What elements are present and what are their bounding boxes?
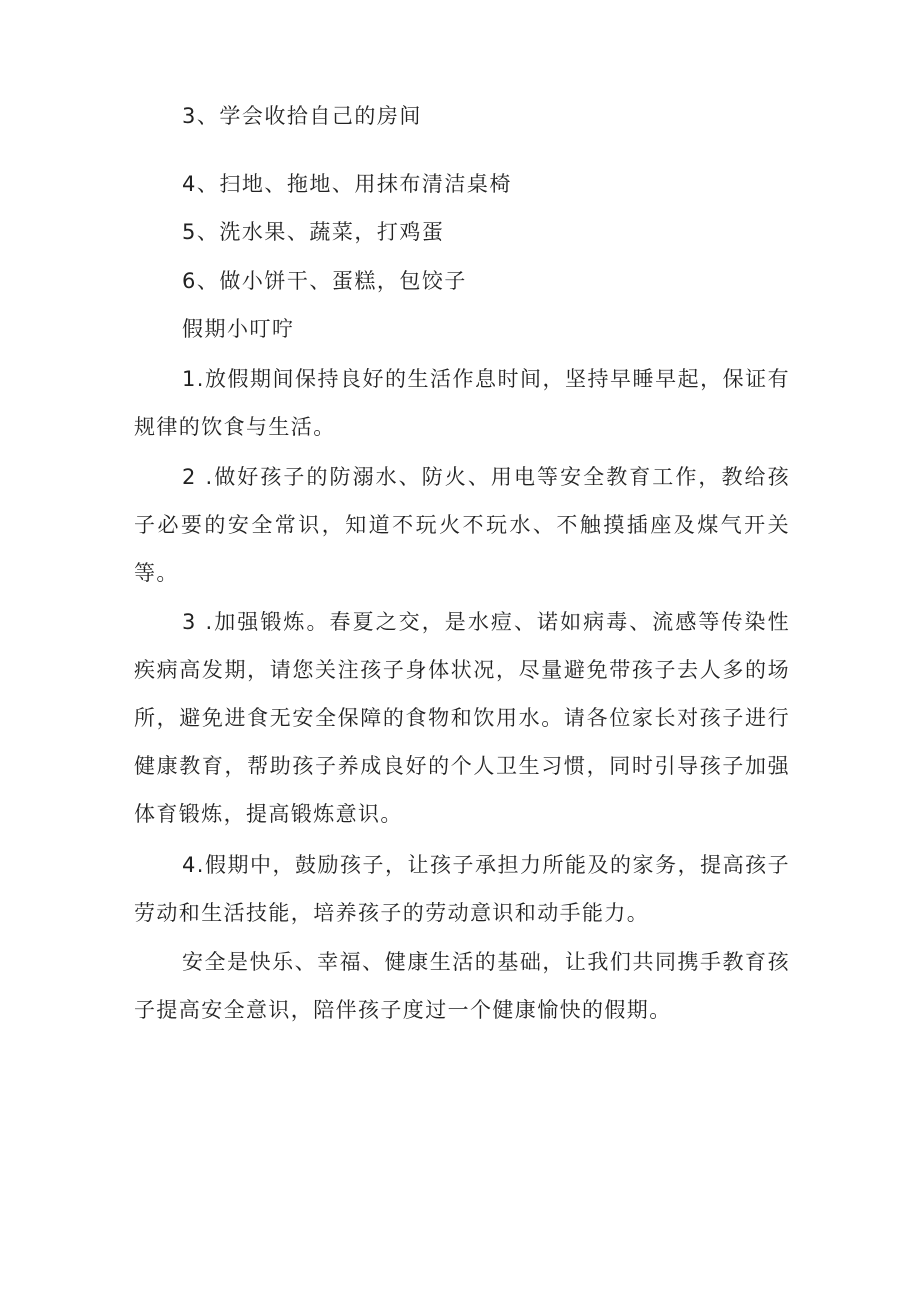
closing-paragraph: 安全是快乐、幸福、健康生活的基础，让我们共同携手教育孩子提高安全意识，陪伴孩子度过一个健康愉快的假期。 [134,950,790,1022]
reminder-paragraph: 1.放假期间保持良好的生活作息时间，坚持早睡早起，保证有规律的饮食与生活。 [134,367,790,439]
activity-item: 3、学会收拾自己的房间 [182,104,422,128]
activity-item: 4、扫地、拖地、用抹布清洁桌椅 [182,172,512,196]
activity-item: 5、洗水果、蔬菜，打鸡蛋 [182,220,445,244]
activity-item: 6、做小饼干、蛋糕，包饺子 [182,269,467,293]
reminder-paragraph: 4.假期中，鼓励孩子，让孩子承担力所能及的家务，提高孩子劳动和生活技能，培养孩子的劳动意识和动手能力。 [134,853,790,925]
reminder-paragraph: 2 .做好孩子的防溺水、防火、用电等安全教育工作，教给孩子必要的安全常识，知道不玩火不玩水、不触摸插座及煤气开关等。 [134,465,790,585]
reminder-heading: 假期小叮咛 [182,317,295,341]
reminder-paragraph: 3 .加强锻炼。春夏之交，是水痘、诺如病毒、流感等传染性疾病高发期，请您关注孩子身体状况，尽量避免带孩子去人多的场所，避免进食无安全保障的食物和饮用水。请各位家长对孩子进行健康教育，帮助孩子养成良好的个人卫生习惯，同时引导孩子加强体育锻炼，提高锻炼意识。 [134,610,790,826]
